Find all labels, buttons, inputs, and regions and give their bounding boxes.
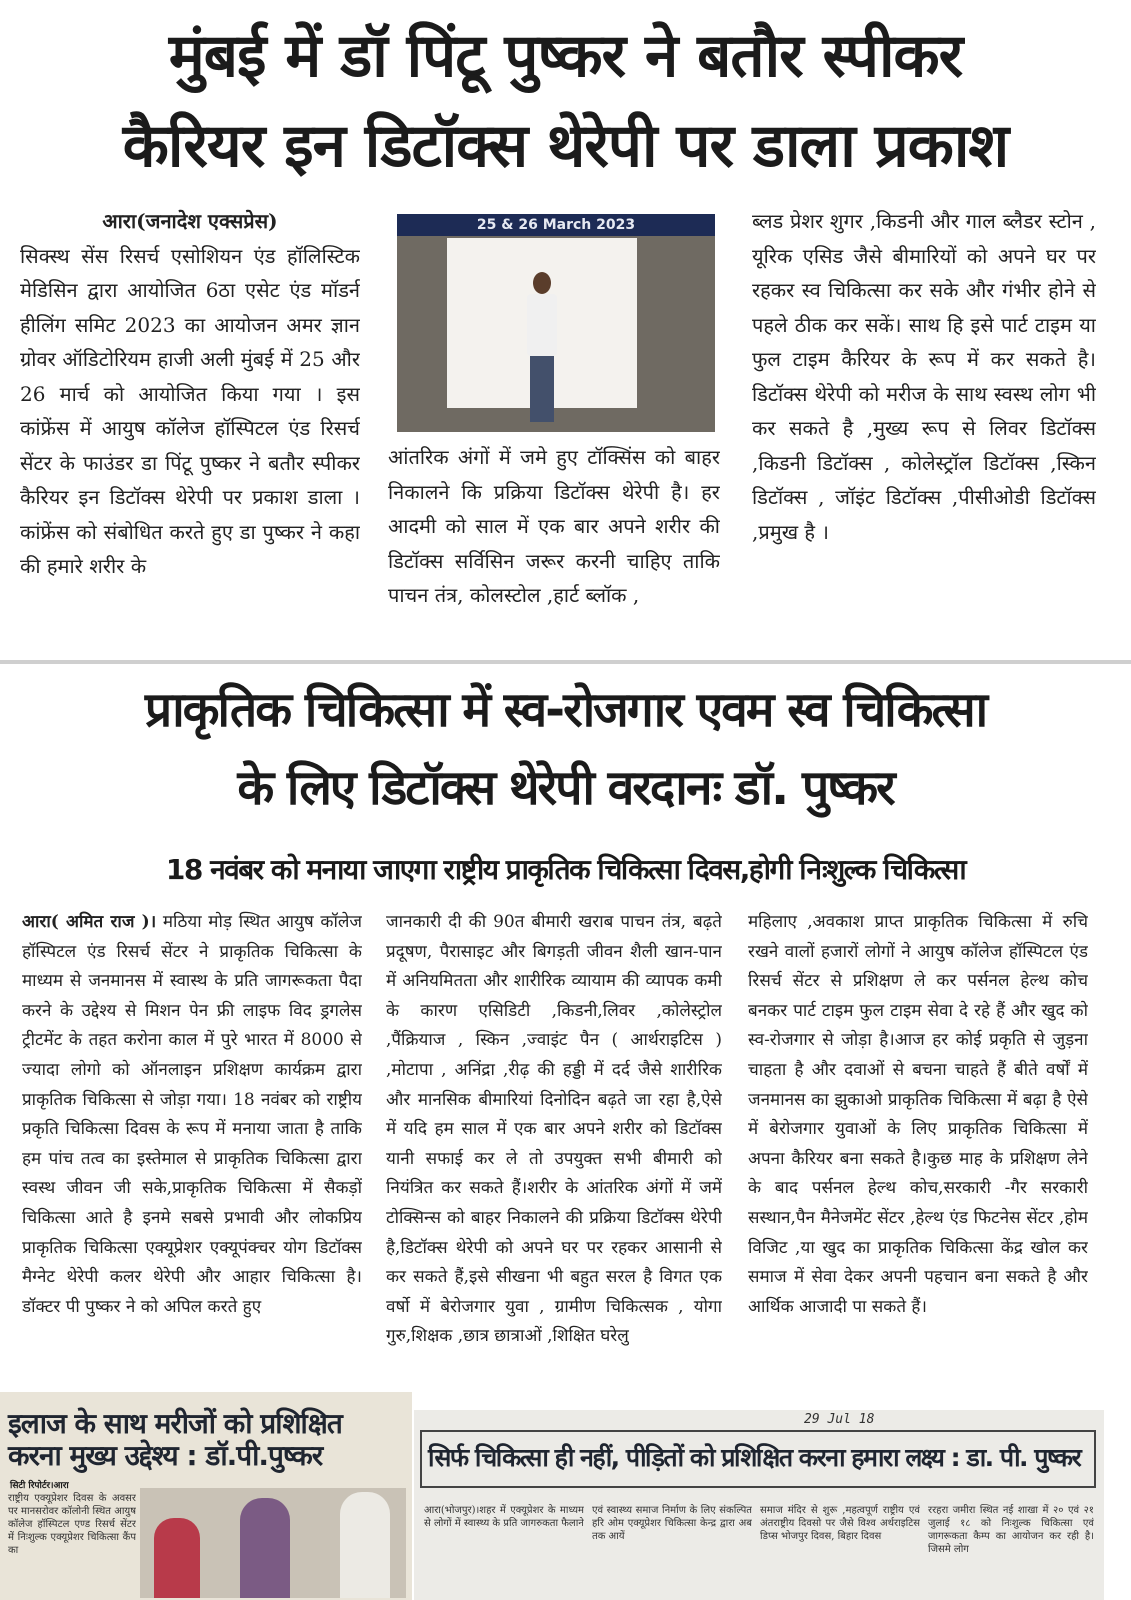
clip-left-photo [140, 1488, 406, 1598]
article1-column-3 [752, 204, 1096, 654]
article1-col1-text: सिक्स्थ सेंस रिसर्च एसोशियन एंड हॉलिस्टिक मेडिसिन द्वारा आयोजित 6ठा एसेट एंड मॉडर्न हीलिंग समिट 2023 का आयोजन अमर ज्ञान ग्रोवर ऑडिटोरियम हाजी अली मुंबई में 25 और 26 मार्च को आयोजित किया गया । इस कांफ्रेंस में आयुष कॉलेज हॉस्पिटल एंड रिसर्च सेंटर के फाउंडर डा पिंटू पुष्कर ने बतौर स्पीकर कैरियर इन डिटॉक्स थेरेपी पर प्रकाश डाला । कांफ्रेंस को संबोधित करते हुए डा पुष्कर ने कहा की हमारे शरीर के [20, 243, 360, 578]
clip-right-headline-box [420, 1430, 1096, 1488]
article2-column-2 [386, 908, 722, 1388]
clip-left-headline-line2: करना मुख्य उद्देश्य : डॉ.पी.पुष्कर [8, 1439, 323, 1472]
article2-col3-text: महिलाए ,अवकाश प्राप्त प्राकृतिक चिकित्सा में रुचि रखने वालों हजारों लोगों ने आयुष कॉलेज हॉस्पिटल एंड रिसर्च सेंटर से प्रशिक्षण ले कर पर्सनल हेल्थ कोच बनकर पार्ट टाइम फुल टाइम सेवा दे रहे हैं और खुद को स्व-रोजगार से जोड़ा है।आज हर कोई प्रकृति से जुड़ना चाहता है और दवाओं से बचना चाहते हैं बीते वर्षों में जनमानस का झुकाओ प्राकृतिक चिकित्सा में बढ़ा है ऐसे में बेरोजगार युवाओं के लिए प्राकृतिक चिकित्सा में अपना कैरियर बना सकते है।कुछ माह के प्रशिक्षण लेने के बाद पर्सनल हेल्थ कोच,सरकारी -गैर सरकारी सस्थान,पैन मैनेजमेंट सेंटर ,हेल्थ एंड फिटनेस सेंटर ,होम विजिट ,या खुद का प्राकृतिक चिकित्सा केंद्र खोल कर समाज में सेवा देकर अपनी पहचान बना सकते है और आर्थिक आजादी पा सकते हैं। [748, 912, 1088, 1317]
article1-col2-text: आंतरिक अंगों में जमे हुए टॉक्सिंस को बाहर निकालने कि प्रक्रिया डिटॉक्स थेरेपी है। हर आदमी को साल में एक बार अपने शरीर की डिटॉक्स सर्विसिन जरूर करनी चाहिए ताकि पाचन तंत्र, कोलस्टोल ,हार्ट ब्लॉक , [388, 445, 720, 607]
article1-column-2 [388, 440, 720, 652]
clip-left-text: राष्ट्रीय एक्यूप्रेशर दिवस के अवसर पर मानसरोवर कॉलोनी स्थित आयुष कॉलेज हॉस्पिटल एण्ड रिसर्च सेंटर में निःशुल्क एक्यूप्रेशर चिकित्सा कैंप का [8, 1493, 136, 1556]
article1-col3-text: ब्लड प्रेशर शुगर ,किडनी और गाल ब्लैडर स्टोन , यूरिक एसिड जैसे बीमारियों को अपने घर पर रहकर स्व चिकित्सा कर सके और गंभीर होने से पहले ठीक कर सकें। साथ हि इसे पार्ट टाइम या फुल टाइम कैरियर के रूप में कर सकते है। डिटॉक्स थेरेपी को मरीज के साथ स्वस्थ लोग भी कर सकते है ,मुख्य रूप से लिवर डिटॉक्स ,किडनी डिटॉक्स , कोलेस्ट्रॉल डिटॉक्स ,स्किन डिटॉक्स , जॉइंट डिटॉक्स ,पीसीओडी डिटॉक्स ,प्रमुख है । [752, 209, 1096, 544]
article1-column-1 [20, 204, 360, 654]
article2-col1-text: मठिया मोड़ स्थित आयुष कॉलेज हॉस्पिटल एंड रिसर्च सेंटर ने प्राकृतिक चिकित्सा के माध्यम से जनमानस में स्वास्थ के प्रति जागरूकता पैदा करने के उद्देश्य से मिशन पेन फ्री लाइफ विद ड्रगलेस ट्रीटमेंट के तहत करोना काल में पुरे भारत में 8000 से ज्यादा लोगो को ऑनलाइन प्रशिक्षण कार्यक्रम द्वारा प्राकृतिक चिकित्सा से जोड़ा गया। 18 नवंबर को राष्ट्रीय प्रकृति चिकित्सा दिवस के रूप में मनाया जाता है ताकि हम पांच तत्व का इस्तेमाल से प्राकृतिक चिकित्सा द्वारा स्वस्थ जीवन जी सके,प्राकृतिक चिकित्सा में सैकड़ों चिकित्सा आते है इनमे सबसे प्रभावी और लोकप्रिय प्राकृतिक चिकित्सा एक्यूप्रेशर एक्यूपंक्चर योग डिटॉक्स मैग्नेट थेरेपी कलर थेरेपी और आहार चिकित्सा है। डॉक्टर पी पुष्कर ने को अपिल करते हुए [22, 912, 362, 1317]
article2-headline-line2: के लिए डिटॉक्स थेरेपी वरदानः डॉ. पुष्कर [237, 760, 894, 816]
speaker-figure [524, 272, 560, 422]
clip-right-col-3: समाज मंदिर से शुरू ,महत्वपूर्ण राष्ट्रीय एवं अंतराष्ट्रीय दिवसो पर जैसे विश्व अर्थराइटिस डिप्स भोजपुर दिवस, बिहार दिवस [760, 1505, 920, 1542]
event-photo [397, 214, 715, 432]
clip-right-col-4: ररहरा जमीरा स्थित नई शाखा में २० एवं २१ जुलाई १८ को निःशुल्क चिकित्सा एवं जागरूकता कैम्प का आयोजन कर रही है। जिसमे लोग [928, 1505, 1094, 1555]
article2-subheadline: 18 नवंबर को मनाया जाएगा राष्ट्रीय प्राकृतिक चिकित्सा दिवस,होगी निःशुल्क चिकित्सा [165, 853, 966, 886]
clip-right-headline: सिर्फ चिकित्सा ही नहीं, पीड़ितों को प्रशिक्षित करना हमारा लक्ष्य : डा. पी. पुष्कर [428, 1443, 1081, 1472]
clip-left-byline: सिटी रिपोर्टर।आरा [10, 1481, 69, 1491]
clip-right-col-1: आरा(भोजपुर)।शहर में एक्यूप्रेशर के माध्यम से लोगों में स्वास्थ्य के प्रति जागरुकता फैलाने [424, 1505, 584, 1529]
article2-column-1 [22, 908, 362, 1388]
article2-column-3 [748, 908, 1088, 1388]
clip-right-handwritten-date: 29 Jul 18 [804, 1412, 875, 1427]
clipping-right [414, 1410, 1104, 1600]
article1-dateline: आरा(जनादेश एक्सप्रेस) [102, 209, 278, 233]
clip-left-headline-line1: इलाज के साथ मरीजों को प्रशिक्षित [8, 1407, 342, 1440]
section-divider [0, 660, 1131, 664]
clip-right-col-2: एवं स्वास्थ्य समाज निर्माण के लिए संकल्पित हरि ओम एक्यूप्रेशर चिकित्सा केन्द्र द्वारा अब तक आयें [592, 1505, 752, 1542]
article1-headline-line2: कैरियर इन डिटॉक्स थेरेपी पर डाला प्रकाश [122, 111, 1009, 181]
article2-col2-text: जानकारी दी की 90त बीमारी खराब पाचन तंत्र, बढ़ते प्रदूषण, पैरासाइट और बिगड़ती जीवन शैली खान-पान में अनियमितता और शारीरिक व्यायाम की व्यापक कमी के कारण एसिडिटी ,किडनी,लिवर ,कोलेस्ट्रोल ,पैंक्रियाज , स्किन ,ज्वाइंट पैन ( आर्थराइटिस ) ,मोटापा , अनिंद्रा ,रीढ़ की हड्डी में दर्द जैसे शारीरिक और मानसिक बीमारियां दिनोदिन बढ़ते जा रहा है,ऐसे में यदि हम साल में एक बार अपने शरीर को डिटॉक्स यानी सफाई कर ले तो उपयुक्त सभी बीमारी को नियंत्रित कर सकते हैं।शरीर के आंतरिक अंगों में जमें टोक्सिन्स को बाहर निकालने की प्रक्रिया डिटॉक्स थेरेपी है,डिटॉक्स थेरेपी को अपने घर पर रहकर आसानी से कर सकते हैं,इसे सीखना भी बहुत सरल है विगत एक वर्षो में बेरोजगार युवा , ग्रामीण चिकित्सक , योगा गुरु,शिक्षक ,छात्र छात्राओं ,शिक्षित घरेलु [386, 912, 722, 1347]
event-banner: 25 & 26 March 2023 [397, 214, 715, 236]
article1-headline-line1: मुंबई में डॉ पिंटू पुष्कर ने बतौर स्पीकर [168, 21, 963, 91]
article2-headline-line1: प्राकृतिक चिकित्सा में स्व-रोजगार एवम स्व चिकित्सा [144, 682, 987, 738]
clipping-left [0, 1392, 412, 1600]
article2-dateline: आरा( अमित राज )। [22, 912, 157, 932]
